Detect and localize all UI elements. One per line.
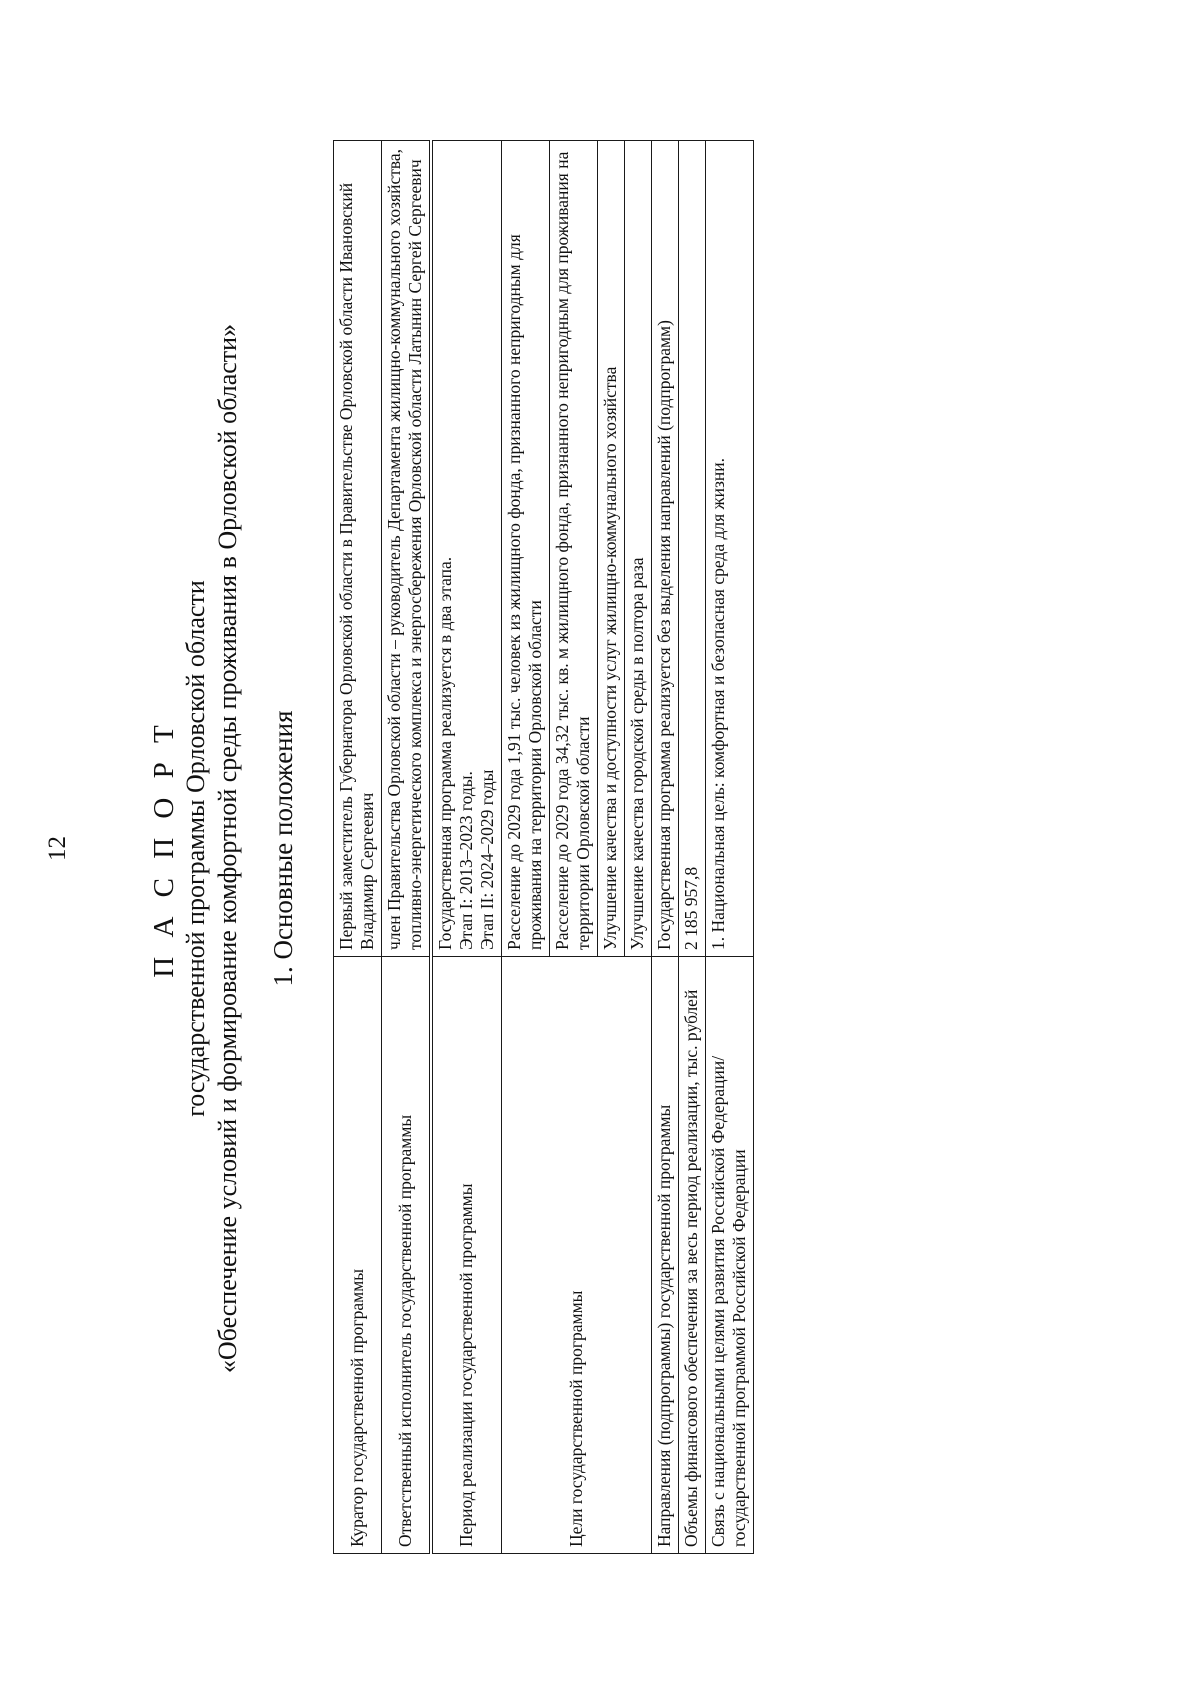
table-row-curator <box>334 141 382 1554</box>
directions-value: Государственная программа реализуется без выделения направлений (подпрограмм) <box>652 141 679 957</box>
document-title-block <box>148 0 244 1697</box>
goal-item: Расселение до 2029 года 1,91 тыс. человек из жилищного фонда, признанного непригодным для проживания на территории Орловской области <box>502 141 550 957</box>
period-label: Период реализации государственной программы <box>431 957 502 1554</box>
table-row-directions <box>652 141 679 1554</box>
period-line: Этап II: 2024–2029 годы <box>477 769 497 950</box>
table-row-period <box>431 141 502 1554</box>
directions-label: Направления (подпрограммы) государственной программы <box>652 957 679 1554</box>
table-row-executor <box>382 141 432 1554</box>
curator-label: Куратор государственной программы <box>334 957 382 1554</box>
page-number: 12 <box>44 836 71 861</box>
curator-value: Первый заместитель Губернатора Орловской области в Правительстве Орловской области Ивановский Владимир Сергеевич <box>334 141 382 957</box>
funding-label: Объемы финансового обеспечения за весь период реализации, тыс. рублей <box>679 957 706 1554</box>
national-goals-value: 1. Национальная цель: комфортная и безопасная среда для жизни. <box>706 141 754 957</box>
program-name: «Обеспечение условий и формирование комфортной среды проживания в Орловской области» <box>213 323 242 1374</box>
table-row-goal <box>502 141 550 1554</box>
document-subtitle: государственной программы Орловской области <box>181 580 210 1117</box>
national-goals-label: Связь с национальными целями развития Российской Федерации/ государственной программой Российской Федерации <box>706 957 754 1554</box>
passport-table <box>333 140 754 1554</box>
table-row-national-goals <box>706 141 754 1554</box>
period-value <box>431 141 502 957</box>
goal-item: Улучшение качества и доступности услуг жилищно-коммунального хозяйства <box>598 141 625 957</box>
funding-value: 2 185 957,8 <box>679 141 706 957</box>
goals-label: Цели государственной программы <box>502 957 652 1554</box>
goal-item: Расселение до 2029 года 34,32 тыс. кв. м жилищного фонда, признанного непригодным для проживания на территории Орловской области <box>550 141 598 957</box>
executor-label: Ответственный исполнитель государственной программы <box>382 957 432 1554</box>
period-line: Этап I: 2013–2023 годы. <box>456 771 476 950</box>
section-heading: 1. Основные положения <box>268 710 298 987</box>
document-title: П А С П О Р Т <box>148 719 180 978</box>
goal-item: Улучшение качества городской среды в полтора раза <box>625 141 652 957</box>
period-line: Государственная программа реализуется в два этапа. <box>435 556 455 950</box>
executor-value: член Правительства Орловской области – руководитель Департамента жилищно-коммунального хозяйства, топливно-энергетического комплекса и энергосбережения Орловской области Латынин Сергей Сергеевич <box>382 141 432 957</box>
table-row-funding <box>679 141 706 1554</box>
